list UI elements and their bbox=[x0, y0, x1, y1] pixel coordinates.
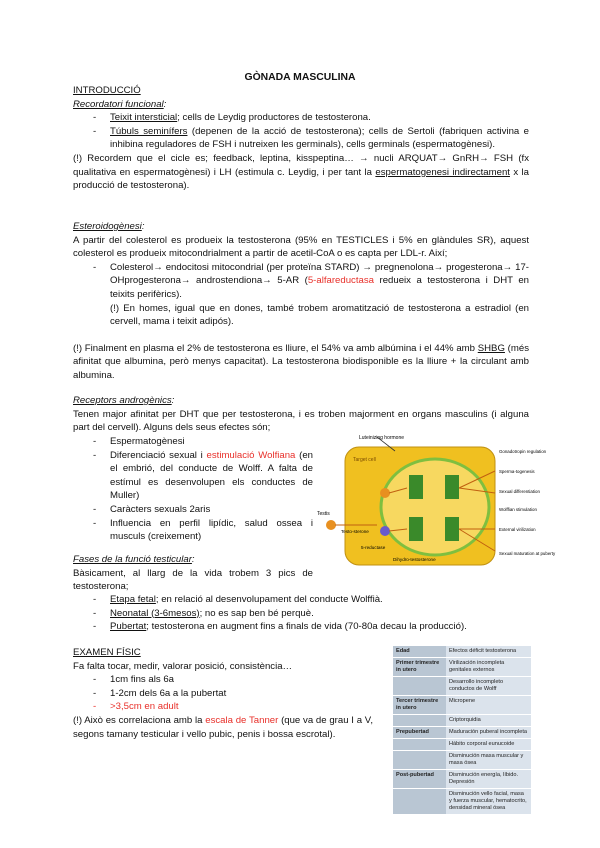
list-item bbox=[73, 111, 529, 125]
testosterone-molecule bbox=[380, 488, 390, 498]
steroid-paragraph: A partir del colesterol es produeix la testosterona (95% en TESTICLES i 5% en glàndules SR), aquest colesterol es produeix mitocondrialment a partir de acetil-CoA o es capta per LDL-r. Així; bbox=[73, 234, 529, 260]
list-item: - Neonatal (3-6mesos); no es sap ben bé perquè. bbox=[73, 607, 529, 621]
table-row: Desarrollo incompleto conductos de Wolff bbox=[393, 677, 531, 696]
list-item: - Colesterol→ endocitosi mitocondrial (per proteïna STARD) → pregnenolona→ progesterona→ 17-OHprogesterona→ androstendiona→ 5-AR (5-alfareductasa redueix a testosterona i DHT en teixits perifèrics). (!) En homes, igual que en dones, també trobem aromatització de testosterona a estradiol (en cervell, mama i teixit adipós). bbox=[73, 261, 529, 329]
steroid-heading-suffix: : bbox=[141, 221, 145, 232]
list-item: - Influencia en perfil lipídic, salud ossea i musculs (creixement) bbox=[73, 517, 313, 544]
phases-list bbox=[73, 593, 529, 634]
receptor-shape bbox=[445, 475, 459, 499]
dht-label: Dihydro-testosterone bbox=[393, 557, 436, 562]
table-row: Hábito corporal eunucoide bbox=[393, 739, 531, 751]
receptors-heading: Receptors androgènics bbox=[73, 395, 172, 406]
nucleus-shape bbox=[381, 459, 489, 555]
table-row: Primer trimestre in utero Virilización incompleta genitales externos bbox=[393, 658, 531, 677]
intro-note: (!) Recordem que el cicle es; feedback, leptina, kisspeptina… → nucli ARQUAT→ GnRH→ FSH (fx qualitativa en espermatogènesi) i LH (estimula c. Leydig, i per tant la espermatogenesi indirectament x la producció de testosterona). bbox=[73, 152, 529, 192]
figure-label: External virilization bbox=[499, 527, 536, 532]
figure-label: Wolffian stimulation bbox=[499, 507, 537, 512]
phases-heading: Fases de la funció testicular bbox=[73, 554, 192, 565]
steroid-heading: Esteroidogènesi bbox=[73, 221, 142, 232]
target-cell-label: Target cell bbox=[353, 457, 376, 463]
phases-paragraph: Bàsicament, al llarg de la vida trobem 3 pics de testosterona; bbox=[73, 567, 313, 593]
intro-heading: INTRODUCCIÓ bbox=[73, 85, 141, 96]
receptors-heading-suffix: : bbox=[171, 395, 175, 406]
intro-subheading-suffix: : bbox=[163, 98, 167, 110]
testosterone-label: Testo-sterone bbox=[341, 529, 369, 534]
list-item: - 1cm fins als 6a bbox=[73, 673, 373, 687]
steroid-final-note: (!) Finalment en plasma el 2% de testosterona es lliure, el 54% va amb albúmina i el 44% amb SHBG (més afinitat que albumina, però menys capacitat). La testosterona biodisponible es la lliure + la circulant amb albumina. bbox=[73, 342, 530, 381]
figure-label: Sexual maturation at puberty bbox=[499, 551, 556, 556]
steroid-item-note: (!) En homes, igual que en dones, també trobem aromatització de testosterona a estradiol (en cervell, mama i teixit adipós). bbox=[110, 302, 529, 328]
list-item: - 1-2cm dels 6a a la pubertat bbox=[73, 687, 373, 701]
table-row: Edad Efectos déficit testosterona bbox=[393, 646, 531, 658]
receptor-shape bbox=[409, 517, 423, 541]
list-item: - Etapa fetal; en relació al desenvolupament del conducte Wolffià. bbox=[73, 593, 529, 607]
testosterone-molecule bbox=[326, 520, 336, 530]
figure-label: Sperma-togenesis bbox=[499, 469, 535, 474]
receptor-shape bbox=[409, 475, 423, 499]
exam-paragraph: Fa falta tocar, medir, valorar posició, consistència… bbox=[73, 660, 293, 672]
list-item: - >3,5cm en adult bbox=[73, 700, 373, 714]
exam-heading: EXAMEN FÍSIC bbox=[73, 647, 141, 658]
table-row: Post-pubertad Disminución energía, líbido. Depresión bbox=[393, 770, 531, 789]
phases-section bbox=[73, 553, 313, 594]
intro-section bbox=[73, 84, 529, 193]
table-row: Prepubertad Maduración puberal incompleta bbox=[393, 727, 531, 739]
receptors-section bbox=[73, 394, 529, 435]
steroid-section bbox=[73, 220, 529, 383]
receptor-shape bbox=[445, 517, 459, 541]
testis-label: Testis bbox=[317, 511, 330, 517]
page-title: GÒNADA MASCULINA bbox=[244, 72, 356, 83]
androgen-action-diagram bbox=[317, 433, 556, 571]
intro-subheading: Recordatori funcional bbox=[73, 98, 164, 110]
table-row: Criptorquidia bbox=[393, 715, 531, 727]
intro-term: Túbuls seminífers bbox=[110, 125, 188, 137]
figure-label: Sexual differentiation bbox=[499, 489, 540, 494]
intro-term: Teixit intersticial bbox=[110, 112, 178, 124]
table-row: Tercer trimestre in utero Micropene bbox=[393, 696, 531, 715]
list-item: - Pubertat; testosterona en augment fins a finals de vida (70-80a decau la producció). bbox=[73, 620, 529, 634]
lh-label: Luteinizing hormone bbox=[359, 435, 405, 441]
list-item bbox=[73, 125, 529, 152]
list-item: - Diferenciació sexual i estimulació Wolfiana (en el embrió, del conducte de Wolff. A falta de estímul es desenvolupen els conductes de Muller) bbox=[73, 449, 313, 503]
table-row: Disminución masa muscular y masa ósea bbox=[393, 751, 531, 770]
intro-text: (depenen de la acció de testosterona); cells de Sertoli (fabriquen activina e inhibina reguladores de FSH i nutreixen les germinals), cells germinals (espermatogènesi). bbox=[110, 125, 529, 151]
exam-note: (!) Això es correlaciona amb la escala de Tanner (que va de grau I a V, segons tamany testicular i vello pubic, penis i bossa escrotal). bbox=[73, 714, 373, 740]
phases-heading-suffix: : bbox=[191, 554, 195, 565]
list-item: - Espermatogènesi bbox=[73, 435, 313, 449]
list-item: - Caràcters sexuals 2aris bbox=[73, 503, 313, 517]
testosterone-deficit-table bbox=[393, 646, 531, 815]
receptors-list bbox=[73, 435, 313, 544]
intro-text: ; cells de Leydig productores de testosterona. bbox=[177, 112, 371, 124]
exam-section bbox=[73, 646, 373, 741]
reductase-label: 5-reductase bbox=[361, 545, 386, 550]
dht-molecule bbox=[380, 526, 390, 536]
figure-label: Gonadotropin regulation bbox=[499, 449, 547, 454]
receptors-paragraph: Tenen major afinitat per DHT que per testosterona, i es troben majorment en organs masculins (i alguna part del cervell). Alguns dels seus efectes són; bbox=[73, 408, 529, 434]
table-row: Disminución vello facial, masa y fuerza muscular, hematocrito, densidad mineral ósea bbox=[393, 789, 531, 815]
